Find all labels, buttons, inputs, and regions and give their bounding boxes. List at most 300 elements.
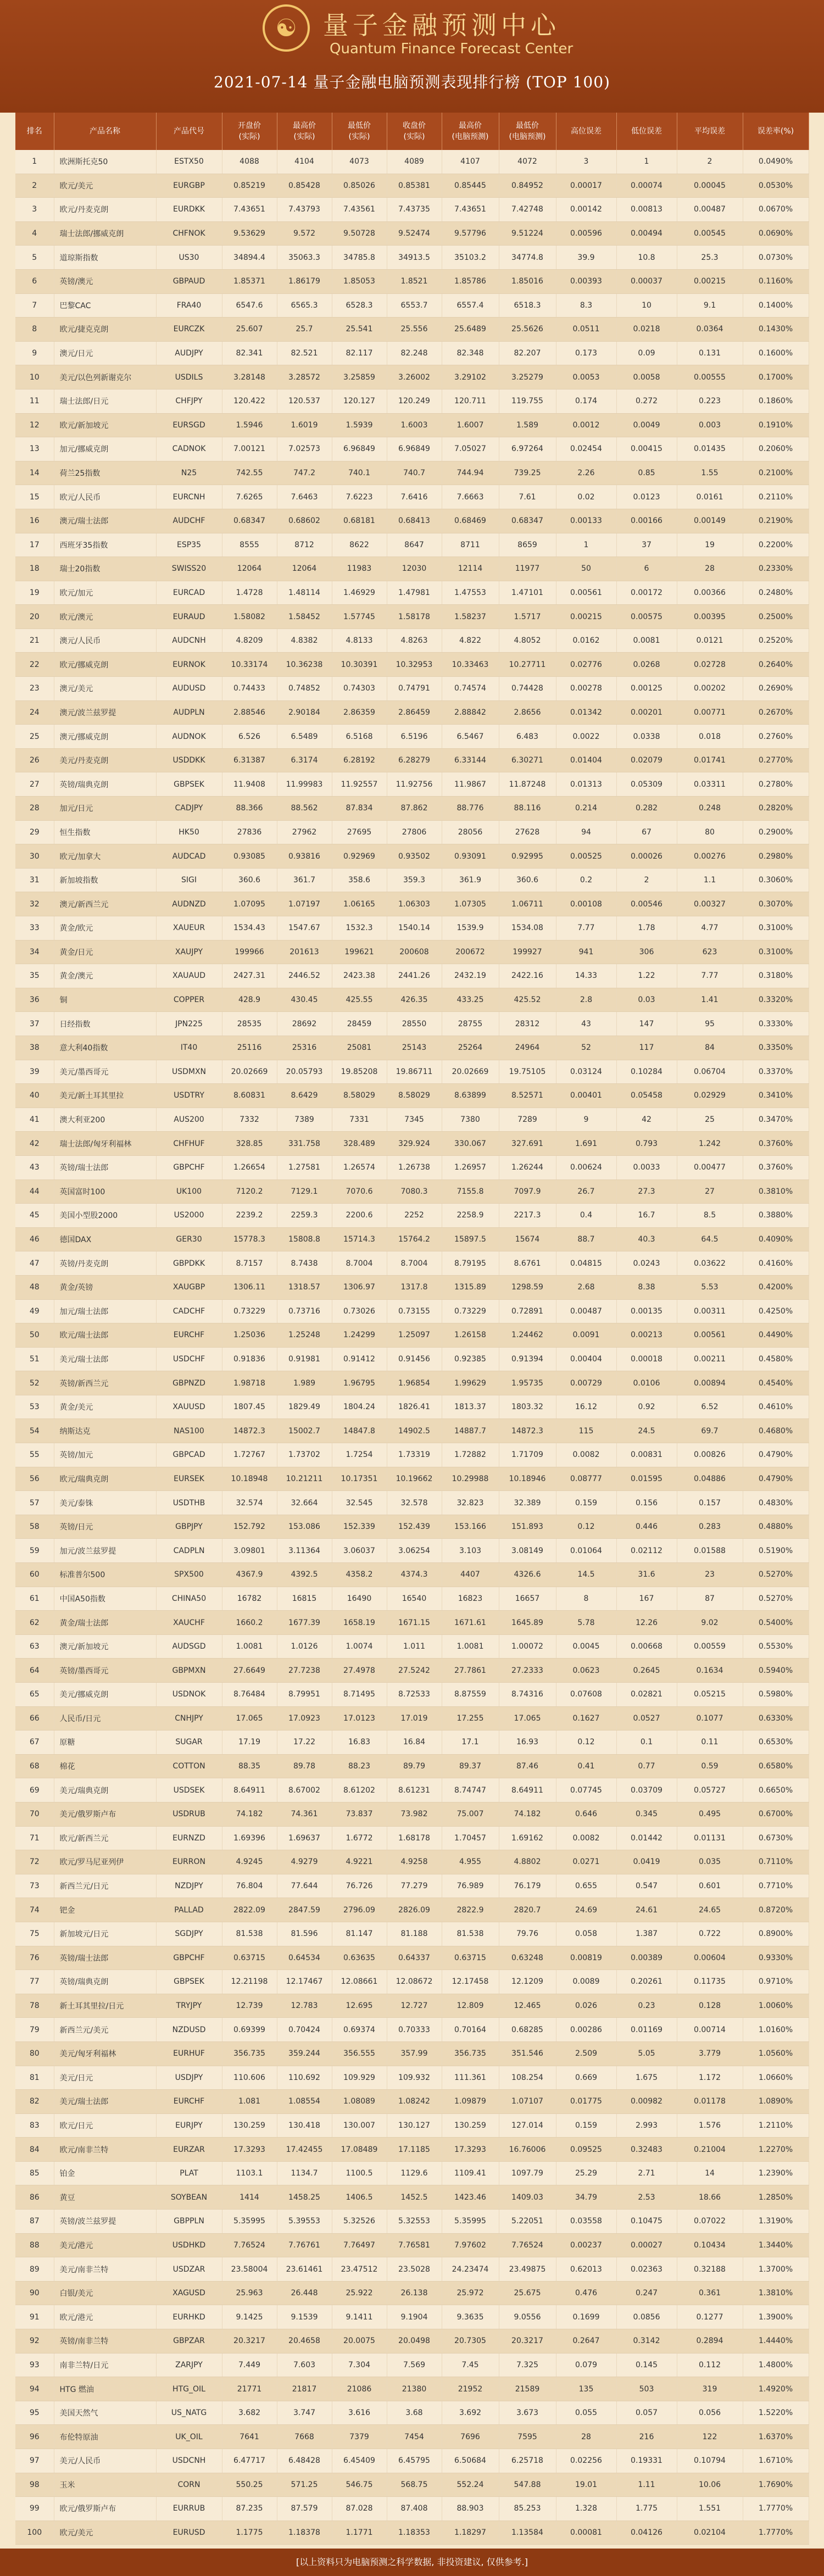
table-cell: 美元/瑞士法郎 xyxy=(54,1347,156,1371)
table-cell: 1.07095 xyxy=(222,892,277,916)
table-cell: 28 xyxy=(677,557,743,581)
table-cell: 0.0511 xyxy=(556,318,616,342)
table-cell: 91 xyxy=(15,2305,54,2329)
table-cell: 88.562 xyxy=(277,797,332,821)
table-cell: 73.982 xyxy=(387,1802,442,1826)
table-cell: 2.26 xyxy=(556,461,616,485)
table-cell: 0.0058 xyxy=(616,365,677,390)
table-cell: 7289 xyxy=(499,1108,556,1132)
table-cell: 35 xyxy=(15,964,54,988)
table-cell: 28056 xyxy=(442,820,499,844)
table-cell: 0.63715 xyxy=(442,1946,499,1970)
table-cell: 0.6330% xyxy=(743,1706,809,1731)
table-cell: 15808.8 xyxy=(277,1227,332,1251)
table-cell: 美元/以色列新谢克尔 xyxy=(54,365,156,390)
table-cell: 0.00201 xyxy=(616,700,677,725)
table-cell: 19 xyxy=(15,581,54,605)
table-cell: 1.5939 xyxy=(332,413,387,437)
table-cell: AUDCNH xyxy=(156,628,222,653)
table-cell: 0.00327 xyxy=(677,892,743,916)
table-cell: CADJPY xyxy=(156,797,222,821)
table-row xyxy=(15,1563,809,1587)
table-cell: 加元/瑞士法郎 xyxy=(54,1299,156,1323)
table-cell: 0.04815 xyxy=(556,1251,616,1276)
table-cell: 8.58029 xyxy=(387,1084,442,1108)
table-cell: 0.85445 xyxy=(442,174,499,198)
table-cell: 0.70424 xyxy=(277,2018,332,2042)
table-cell: GBPCHF xyxy=(156,1155,222,1179)
table-cell: 8.64911 xyxy=(499,1778,556,1802)
table-cell: 10.29988 xyxy=(442,1467,499,1491)
table-cell: 0.2100% xyxy=(743,461,809,485)
table-cell: 77.279 xyxy=(387,1874,442,1898)
table-cell: 153.086 xyxy=(277,1515,332,1539)
table-cell: 16.93 xyxy=(499,1731,556,1755)
table-cell: 330.067 xyxy=(442,1132,499,1156)
table-cell: 7331 xyxy=(332,1108,387,1132)
table-cell: 32.545 xyxy=(332,1491,387,1515)
table-cell: 130.127 xyxy=(387,2113,442,2138)
table-cell: SOYBEAN xyxy=(156,2185,222,2210)
table-cell: 7.00121 xyxy=(222,437,277,461)
table-cell: 欧元/瑞士法郎 xyxy=(54,1323,156,1348)
table-cell: 0.5270% xyxy=(743,1563,809,1587)
table-cell: 130.259 xyxy=(222,2113,277,2138)
table-cell: 0.70164 xyxy=(442,2018,499,2042)
table-cell: 0.77 xyxy=(616,1754,677,1778)
table-cell: 11977 xyxy=(499,557,556,581)
table-cell: 21 xyxy=(15,628,54,653)
table-cell: 0.63715 xyxy=(222,1946,277,1970)
table-cell: 欧元/人民币 xyxy=(54,485,156,509)
table-cell: 0.3070% xyxy=(743,892,809,916)
table-cell: 0.00561 xyxy=(556,581,616,605)
table-cell: 9.1904 xyxy=(387,2305,442,2329)
table-cell: 0.058 xyxy=(556,1922,616,1946)
table-cell: 0.1634 xyxy=(677,1659,743,1683)
table-cell: 200608 xyxy=(387,940,442,964)
table-cell: 欧元/南非兰特 xyxy=(54,2138,156,2162)
table-cell: 1.08089 xyxy=(332,2090,387,2114)
table-cell: 1660.2 xyxy=(222,1611,277,1635)
table-row xyxy=(15,653,809,677)
table-cell: 2427.31 xyxy=(222,964,277,988)
table-cell: 32.664 xyxy=(277,1491,332,1515)
table-cell: 3.28572 xyxy=(277,365,332,390)
table-cell: 0.69399 xyxy=(222,2018,277,2042)
table-cell: 1.85016 xyxy=(499,269,556,293)
table-cell: 8.5 xyxy=(677,1204,743,1228)
table-cell: PALLAD xyxy=(156,1898,222,1922)
table-cell: 6553.7 xyxy=(387,293,442,318)
table-cell: 2 xyxy=(677,150,743,174)
table-cell: 76.726 xyxy=(332,1874,387,1898)
yin-yang-icon: ☯ xyxy=(263,4,310,52)
table-cell: 0.00559 xyxy=(677,1634,743,1659)
table-row xyxy=(15,2305,809,2329)
table-row xyxy=(15,557,809,581)
table-cell: 360.6 xyxy=(222,868,277,892)
table-cell: 16490 xyxy=(332,1587,387,1611)
table-cell: 0.68347 xyxy=(499,509,556,533)
table-cell: 199621 xyxy=(332,940,387,964)
table-cell: 120.422 xyxy=(222,389,277,413)
table-cell: 7389 xyxy=(277,1108,332,1132)
table-cell: 571.25 xyxy=(277,2473,332,2497)
table-cell: 1.18297 xyxy=(442,2521,499,2545)
table-cell: 1.47553 xyxy=(442,581,499,605)
table-cell: 45 xyxy=(15,1204,54,1228)
table-cell: 0.00017 xyxy=(556,174,616,198)
table-cell: 428.9 xyxy=(222,988,277,1012)
table-cell: 2822.09 xyxy=(222,1898,277,1922)
table-cell: 10.32953 xyxy=(387,653,442,677)
table-cell: 1318.57 xyxy=(277,1275,332,1299)
table-cell: 0.7710% xyxy=(743,1874,809,1898)
table-cell: 0.84952 xyxy=(499,174,556,198)
table-row xyxy=(15,1155,809,1179)
table-cell: 43 xyxy=(15,1155,54,1179)
table-cell: 0.2645 xyxy=(616,1659,677,1683)
table-cell: EURCHF xyxy=(156,2090,222,2114)
table-cell: 21817 xyxy=(277,2377,332,2401)
table-cell: 3.747 xyxy=(277,2401,332,2425)
table-cell: 433.25 xyxy=(442,988,499,1012)
table-cell: 1.07107 xyxy=(499,2090,556,2114)
table-cell: 20.3217 xyxy=(499,2329,556,2354)
table-cell: 9.1425 xyxy=(222,2305,277,2329)
table-cell: 0.0530% xyxy=(743,174,809,198)
table-cell: 加元/挪威克朗 xyxy=(54,437,156,461)
table-cell: 2239.2 xyxy=(222,1204,277,1228)
table-cell: 11.92756 xyxy=(387,772,442,797)
table-cell: 17.1185 xyxy=(387,2138,442,2162)
table-cell: 4.9245 xyxy=(222,1850,277,1874)
table-cell: 7.6663 xyxy=(442,485,499,509)
table-cell: 0.793 xyxy=(616,1132,677,1156)
table-cell: 4.77 xyxy=(677,916,743,941)
table-row xyxy=(15,437,809,461)
table-row xyxy=(15,1347,809,1371)
table-cell: 28535 xyxy=(222,1012,277,1036)
table-cell: 7345 xyxy=(387,1108,442,1132)
table-row xyxy=(15,1204,809,1228)
table-cell: 0.64337 xyxy=(387,1946,442,1970)
table-cell: 23 xyxy=(677,1563,743,1587)
table-cell: 7.569 xyxy=(387,2353,442,2377)
table-cell: 90 xyxy=(15,2281,54,2305)
header xyxy=(0,0,824,113)
table-cell: 74 xyxy=(15,1898,54,1922)
table-cell: 7.6265 xyxy=(222,485,277,509)
table-cell: 75 xyxy=(15,1922,54,1946)
table-cell: 0.01442 xyxy=(616,1826,677,1850)
table-cell: 0.74303 xyxy=(332,677,387,701)
table-cell: 0.1699 xyxy=(556,2305,616,2329)
table-cell: 110.692 xyxy=(277,2066,332,2090)
table-cell: 12.727 xyxy=(387,1994,442,2018)
table-cell: 英镑/加元 xyxy=(54,1443,156,1467)
table-cell: 1.0081 xyxy=(222,1634,277,1659)
table-cell: 19.75105 xyxy=(499,1060,556,1084)
table-cell: 8555 xyxy=(222,533,277,557)
table-cell: 6.25718 xyxy=(499,2449,556,2473)
table-row xyxy=(15,1898,809,1922)
table-cell: 19 xyxy=(677,533,743,557)
table-cell: 8.7157 xyxy=(222,1251,277,1276)
table-cell: 2.8656 xyxy=(499,700,556,725)
table-cell: 17.0123 xyxy=(332,1706,387,1731)
table-cell: 英镑/南非兰特 xyxy=(54,2329,156,2354)
table-cell: 0.2760% xyxy=(743,725,809,749)
table-cell: 14 xyxy=(15,461,54,485)
table-cell: 0.73026 xyxy=(332,1299,387,1323)
table-cell: 79 xyxy=(15,2018,54,2042)
table-cell: 76.804 xyxy=(222,1874,277,1898)
table-cell: 120.711 xyxy=(442,389,499,413)
table-cell: 3.11364 xyxy=(277,1539,332,1563)
column-header: 开盘价 (实际) xyxy=(222,113,277,150)
table-row xyxy=(15,2449,809,2473)
table-cell: 玉米 xyxy=(54,2473,156,2497)
table-cell: 1.72767 xyxy=(222,1443,277,1467)
table-cell: 88.776 xyxy=(442,797,499,821)
table-cell: 1306.11 xyxy=(222,1275,277,1299)
table-cell: 941 xyxy=(556,940,616,964)
table-cell: 0.1 xyxy=(616,1731,677,1755)
table-cell: 0.00149 xyxy=(677,509,743,533)
table-cell: 1409.03 xyxy=(499,2185,556,2210)
table-cell: 12064 xyxy=(277,557,332,581)
table-cell: 568.75 xyxy=(387,2473,442,2497)
table-cell: 356.735 xyxy=(442,2041,499,2066)
table-cell: 2252 xyxy=(387,1204,442,1228)
table-cell: 10 xyxy=(616,293,677,318)
table-cell: 1.26654 xyxy=(222,1155,277,1179)
table-cell: GBPMXN xyxy=(156,1659,222,1683)
table-cell: 0.32188 xyxy=(677,2257,743,2282)
table-row xyxy=(15,1299,809,1323)
table-cell: 1129.6 xyxy=(387,2161,442,2185)
table-cell: 19.01 xyxy=(556,2473,616,2497)
table-cell: 27.2333 xyxy=(499,1659,556,1683)
table-cell: 1.73319 xyxy=(387,1443,442,1467)
table-cell: 550.25 xyxy=(222,2473,277,2497)
table-cell: 南非兰特/日元 xyxy=(54,2353,156,2377)
table-cell: 98 xyxy=(15,2473,54,2497)
column-header: 误差率(%) xyxy=(743,113,809,150)
table-cell: 547.88 xyxy=(499,2473,556,2497)
table-cell: 0.01313 xyxy=(556,772,616,797)
table-cell: 0.68347 xyxy=(222,509,277,533)
table-cell: 2259.3 xyxy=(277,1204,332,1228)
table-cell: 3.682 xyxy=(222,2401,277,2425)
table-cell: 1.96795 xyxy=(332,1371,387,1395)
table-cell: 1.0890% xyxy=(743,2090,809,2114)
table-cell: GBPZAR xyxy=(156,2329,222,2354)
table-cell: 8.7004 xyxy=(332,1251,387,1276)
table-cell: 7.42748 xyxy=(499,198,556,222)
table-cell: 0.0082 xyxy=(556,1443,616,1467)
table-cell: 2 xyxy=(15,174,54,198)
table-cell: 7.76524 xyxy=(222,2233,277,2257)
table-cell: 0.01404 xyxy=(556,748,616,772)
table-cell: 1.2390% xyxy=(743,2161,809,2185)
table-cell: 1.26244 xyxy=(499,1155,556,1179)
table-cell: 17.3293 xyxy=(442,2138,499,2162)
table-cell: 35063.3 xyxy=(277,246,332,270)
table-cell: 0.68285 xyxy=(499,2018,556,2042)
table-cell: 12114 xyxy=(442,557,499,581)
table-cell: 6.5467 xyxy=(442,725,499,749)
table-cell: 9.572 xyxy=(277,221,332,246)
table-cell: 12.465 xyxy=(499,1994,556,2018)
table-cell: 0.20261 xyxy=(616,1970,677,1994)
table-cell: SWISS20 xyxy=(156,557,222,581)
table-cell: 34 xyxy=(15,940,54,964)
table-cell: 99 xyxy=(15,2497,54,2521)
table-cell: 0.3330% xyxy=(743,1012,809,1036)
table-cell: 8.6429 xyxy=(277,1084,332,1108)
table-cell: 17.3293 xyxy=(222,2138,277,2162)
table-cell: 6.97264 xyxy=(499,437,556,461)
table-cell: 18.66 xyxy=(677,2185,743,2210)
table-cell: 0.00668 xyxy=(616,1634,677,1659)
ranking-table xyxy=(15,113,809,2545)
table-cell: 115 xyxy=(556,1419,616,1443)
table-cell: 361.7 xyxy=(277,868,332,892)
table-cell: 0.9710% xyxy=(743,1970,809,1994)
table-cell: 70 xyxy=(15,1802,54,1826)
table-cell: UK100 xyxy=(156,1179,222,1204)
table-cell: 12.08672 xyxy=(387,1970,442,1994)
table-cell: SGDJPY xyxy=(156,1922,222,1946)
table-cell: 0.00477 xyxy=(677,1155,743,1179)
table-cell: 3.09801 xyxy=(222,1539,277,1563)
table-cell: 59 xyxy=(15,1539,54,1563)
table-cell: 1.46929 xyxy=(332,581,387,605)
table-cell: 0.3880% xyxy=(743,1204,809,1228)
table-cell: 0.01169 xyxy=(616,2018,677,2042)
table-cell: 0.4250% xyxy=(743,1299,809,1323)
table-cell: 1.41 xyxy=(677,988,743,1012)
table-cell: 29 xyxy=(15,820,54,844)
table-cell: 0.2500% xyxy=(743,605,809,629)
table-cell: 27 xyxy=(677,1179,743,1204)
table-cell: 25 xyxy=(677,1108,743,1132)
table-cell: 美元/墨西哥元 xyxy=(54,1060,156,1084)
table-cell: 1.85053 xyxy=(332,269,387,293)
table-cell: US30 xyxy=(156,246,222,270)
table-cell: 9.50728 xyxy=(332,221,387,246)
table-cell: 68 xyxy=(15,1754,54,1778)
table-cell: 0.4790% xyxy=(743,1467,809,1491)
table-cell: 36 xyxy=(15,988,54,1012)
table-cell: 426.35 xyxy=(387,988,442,1012)
table-row xyxy=(15,1706,809,1731)
table-cell: 0.6700% xyxy=(743,1802,809,1826)
table-cell: AUDCAD xyxy=(156,844,222,869)
table-cell: SUGAR xyxy=(156,1731,222,1755)
table-cell: 0.02079 xyxy=(616,748,677,772)
table-cell: 3 xyxy=(556,150,616,174)
table-cell: 430.45 xyxy=(277,988,332,1012)
table-cell: 73.837 xyxy=(332,1802,387,1826)
table-cell: CNHJPY xyxy=(156,1706,222,1731)
table-cell: 6.33144 xyxy=(442,748,499,772)
table-cell: 6528.3 xyxy=(332,293,387,318)
table-cell: 7696 xyxy=(442,2425,499,2449)
table-cell: 0.03124 xyxy=(556,1060,616,1084)
table-cell: 1.85786 xyxy=(442,269,499,293)
table-cell: 6.5489 xyxy=(277,725,332,749)
table-cell: 意大利40指数 xyxy=(54,1036,156,1060)
table-cell: 欧元/捷克克朗 xyxy=(54,318,156,342)
table-cell: 欧元/澳元 xyxy=(54,605,156,629)
table-cell: 0.00108 xyxy=(556,892,616,916)
table-cell: 15897.5 xyxy=(442,1227,499,1251)
table-row xyxy=(15,1443,809,1467)
table-cell: ESTX50 xyxy=(156,150,222,174)
table-cell: 84 xyxy=(677,1036,743,1060)
table-cell: 黄金/澳元 xyxy=(54,964,156,988)
table-cell: 0.5190% xyxy=(743,1539,809,1563)
table-cell: 1826.41 xyxy=(387,1395,442,1419)
table-cell: 0.2820% xyxy=(743,797,809,821)
table-cell: 10.06 xyxy=(677,2473,743,2497)
table-row xyxy=(15,2210,809,2234)
table-cell: 28755 xyxy=(442,1012,499,1036)
table-cell: 7379 xyxy=(332,2425,387,2449)
table-cell: 24.65 xyxy=(677,1898,743,1922)
table-cell: 0.19331 xyxy=(616,2449,677,2473)
table-cell: 0.3100% xyxy=(743,940,809,964)
table-row xyxy=(15,509,809,533)
table-cell: 4.8052 xyxy=(499,628,556,653)
table-cell: 9.0556 xyxy=(499,2305,556,2329)
table-cell: 0.00401 xyxy=(556,1084,616,1108)
table-cell: 人民币/日元 xyxy=(54,1706,156,1731)
table-cell: 0.4160% xyxy=(743,1251,809,1276)
table-cell: 1.3810% xyxy=(743,2281,809,2305)
table-cell: 1.3440% xyxy=(743,2233,809,2257)
table-cell: 2.90184 xyxy=(277,700,332,725)
table-cell: 0.41 xyxy=(556,1754,616,1778)
table-cell: 127.014 xyxy=(499,2113,556,2138)
table-cell: 7.76581 xyxy=(387,2233,442,2257)
table-cell: 2.53 xyxy=(616,2185,677,2210)
table-cell: 81 xyxy=(15,2066,54,2090)
table-cell: USDNOK xyxy=(156,1683,222,1707)
table-cell: 425.55 xyxy=(332,988,387,1012)
table-cell: 0.00831 xyxy=(616,1443,677,1467)
table-cell: 0.03311 xyxy=(677,772,743,797)
table-cell: IT40 xyxy=(156,1036,222,1060)
table-cell: 0.05215 xyxy=(677,1683,743,1707)
table-cell: 0.85 xyxy=(616,461,677,485)
table-cell: 89.79 xyxy=(387,1754,442,1778)
table-cell: 0.85026 xyxy=(332,174,387,198)
table-cell: 10.33463 xyxy=(442,653,499,677)
table-cell: 1.0560% xyxy=(743,2041,809,2066)
table-cell: 1317.8 xyxy=(387,1275,442,1299)
table-cell: 1.7770% xyxy=(743,2497,809,2521)
table-row xyxy=(15,1060,809,1084)
table-cell: 95 xyxy=(15,2401,54,2425)
table-cell: 7668 xyxy=(277,2425,332,2449)
table-cell: 0.159 xyxy=(556,1491,616,1515)
table-cell: EURHUF xyxy=(156,2041,222,2066)
